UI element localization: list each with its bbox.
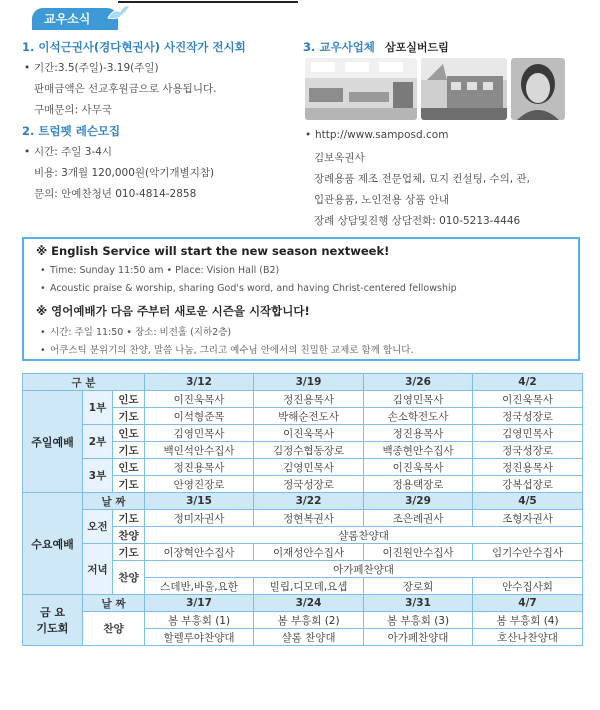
cell: 정진용목사	[145, 459, 254, 476]
cell: 할렐루야찬양대	[145, 629, 254, 646]
morning-label: 오전	[83, 510, 113, 544]
role-choir: 찬양	[113, 561, 145, 595]
fri-date: 3/31	[364, 595, 473, 612]
cell: 안영진장로	[145, 476, 254, 493]
cell: 정국성장로	[254, 476, 364, 493]
cell: 이진욱목사	[364, 459, 473, 476]
friday-label-2: 기도회	[36, 622, 69, 635]
cell: 봄 부흥회 (1)	[145, 612, 254, 629]
notice-line-2: • Acoustic praise & worship, sharing God's word, and having Christ-centered fellowship	[40, 283, 457, 294]
cell: 정진용목사	[364, 425, 473, 442]
date-label: 날 짜	[83, 493, 145, 510]
cell: 김영민목사	[254, 459, 364, 476]
cell: 손소학전도사	[364, 408, 473, 425]
cell: 임기수안수집사	[473, 544, 583, 561]
fri-date: 3/17	[145, 595, 254, 612]
role-pray: 기도	[113, 442, 145, 459]
header-date: 3/12	[145, 374, 254, 391]
cell: 정진용목사	[254, 391, 364, 408]
top-rule	[118, 1, 298, 3]
cell: 김영민목사	[473, 425, 583, 442]
cell: 정용택장로	[364, 476, 473, 493]
cell: 샬롬찬양대	[145, 527, 583, 544]
notice-title-ko: ※ 영어예배가 다음 주부터 새로운 시즌을 시작합니다!	[36, 304, 310, 318]
table-row	[23, 425, 583, 442]
cell: 이석형준목	[145, 408, 254, 425]
cell: 백종현안수집사	[364, 442, 473, 459]
cell: 강복섭장로	[473, 476, 583, 493]
cell: 정현복권사	[254, 510, 364, 527]
notice-title-en: ※ English Service will start the new season nextweek!	[36, 244, 390, 258]
table-row	[23, 493, 583, 510]
header-date: 3/26	[364, 374, 473, 391]
cell: 봄 부흥회 (3)	[364, 612, 473, 629]
business-desc-2: 입관용품, 노인전용 상품 안내	[314, 194, 450, 206]
wed-date: 4/5	[473, 493, 583, 510]
cell: 아가페찬양대	[364, 629, 473, 646]
table-row	[23, 544, 583, 561]
cell: 백인석안수집사	[145, 442, 254, 459]
wed-date: 3/15	[145, 493, 254, 510]
service-3: 3부	[83, 459, 113, 493]
cell: 호산나찬양대	[473, 629, 583, 646]
item2-title: 2. 트럼펫 레슨모집	[22, 124, 121, 138]
fri-date: 3/24	[254, 595, 364, 612]
cell: 안수집사회	[473, 578, 583, 595]
cell: 김영민목사	[145, 425, 254, 442]
cell: 정국성장로	[473, 408, 583, 425]
notice-line-1: • Time: Sunday 11:50 am • Place: Vision Hall (B2)	[40, 265, 280, 276]
item3-title: 3. 교우사업체	[303, 40, 375, 54]
friday-prayer-label	[23, 595, 83, 646]
notice-line-4: • 어쿠스틱 분위기의 찬양, 말씀 나눔, 그리고 예수님 안에서의 친밀한 교제로 함께 합니다.	[40, 345, 414, 356]
cell: 이장혁안수집사	[145, 544, 254, 561]
cell: 이진욱목사	[145, 391, 254, 408]
item2-contact: 문의: 안예찬청년 010-4814-2858	[34, 188, 197, 200]
role-lead: 인도	[113, 459, 145, 476]
wed-date: 3/22	[254, 493, 364, 510]
building-photo	[421, 58, 507, 120]
service-2: 2부	[83, 425, 113, 459]
table-row	[23, 595, 583, 612]
cell: 이진욱목사	[254, 425, 364, 442]
header-date: 3/19	[254, 374, 364, 391]
cell: 이진원안수집사	[364, 544, 473, 561]
showroom-photo	[305, 58, 417, 120]
wednesday-worship-label: 수요예배	[23, 493, 83, 595]
section-title: 교우소식	[44, 12, 91, 26]
table-row	[23, 612, 583, 629]
cell: 샬롬 찬양대	[254, 629, 364, 646]
role-pray: 기도	[113, 544, 145, 561]
role-lead: 인도	[113, 425, 145, 442]
evening-label: 저녁	[83, 544, 113, 595]
cell: 아가페찬양대	[145, 561, 583, 578]
cell: 봄 부흥회 (2)	[254, 612, 364, 629]
cell: 이진욱목사	[473, 391, 583, 408]
header-label: 구 분	[23, 374, 145, 391]
cell: 스데반,바울,요한	[145, 578, 254, 595]
role-choir: 찬양	[83, 612, 145, 646]
item2-cost: 비용: 3개월 120,000원(악기개별지참)	[34, 167, 215, 179]
table-row	[23, 459, 583, 476]
role-choir: 찬양	[113, 527, 145, 544]
owner-photo	[511, 58, 565, 120]
business-url: • http://www.samposd.com	[305, 129, 449, 141]
english-service-notice	[22, 237, 580, 361]
cell: 장로회	[364, 578, 473, 595]
cell: 빌립,디모데,요셉	[254, 578, 364, 595]
item2-time: • 시간: 주일 3-4시	[24, 146, 113, 158]
role-pray: 기도	[113, 510, 145, 527]
cell: 박해순전도사	[254, 408, 364, 425]
table-row	[23, 391, 583, 408]
business-phone: 장례 상담및진행 상담전화: 010-5213-4446	[314, 215, 521, 227]
item1-period: • 기간:3.5(주일)-3.19(주일)	[24, 62, 159, 74]
fri-date: 4/7	[473, 595, 583, 612]
date-label: 날 짜	[83, 595, 145, 612]
friday-label-1: 금 요	[39, 606, 66, 619]
table-header-row	[23, 374, 583, 391]
cell: 이재성안수집사	[254, 544, 364, 561]
item1-title: 1. 이석근권사(경다현권사) 사진작가 전시회	[22, 40, 246, 54]
role-lead: 인도	[113, 391, 145, 408]
notice-line-3: • 시간: 주일 11:50 • 장소: 비전홀 (지하2층)	[40, 327, 232, 338]
item1-contact: 구매문의: 사무국	[34, 104, 112, 116]
business-owner: 김보옥권사	[314, 152, 365, 164]
cell: 봄 부흥회 (4)	[473, 612, 583, 629]
role-pray: 기도	[113, 476, 145, 493]
sunday-worship-label: 주일예배	[23, 391, 83, 493]
header-date: 4/2	[473, 374, 583, 391]
cell: 김영민목사	[364, 391, 473, 408]
cell: 정진용목사	[473, 459, 583, 476]
cell: 정국성장로	[473, 442, 583, 459]
cell: 조형자권사	[473, 510, 583, 527]
section-header-tab	[32, 8, 118, 30]
business-name: 삼포실버드림	[385, 41, 449, 54]
role-pray: 기도	[113, 408, 145, 425]
cell: 조은례권사	[364, 510, 473, 527]
business-desc-1: 장례용품 제조 전문업체, 묘지 컨설팅, 수의, 관,	[314, 173, 530, 185]
cell: 정미자권사	[145, 510, 254, 527]
table-row	[23, 510, 583, 527]
worship-schedule-table	[22, 373, 583, 646]
dove-icon	[106, 4, 132, 24]
item1-note: 판매금액은 선교후원금으로 사용됩니다.	[34, 83, 217, 95]
wed-date: 3/29	[364, 493, 473, 510]
service-1: 1부	[83, 391, 113, 425]
cell: 김정수협동장로	[254, 442, 364, 459]
